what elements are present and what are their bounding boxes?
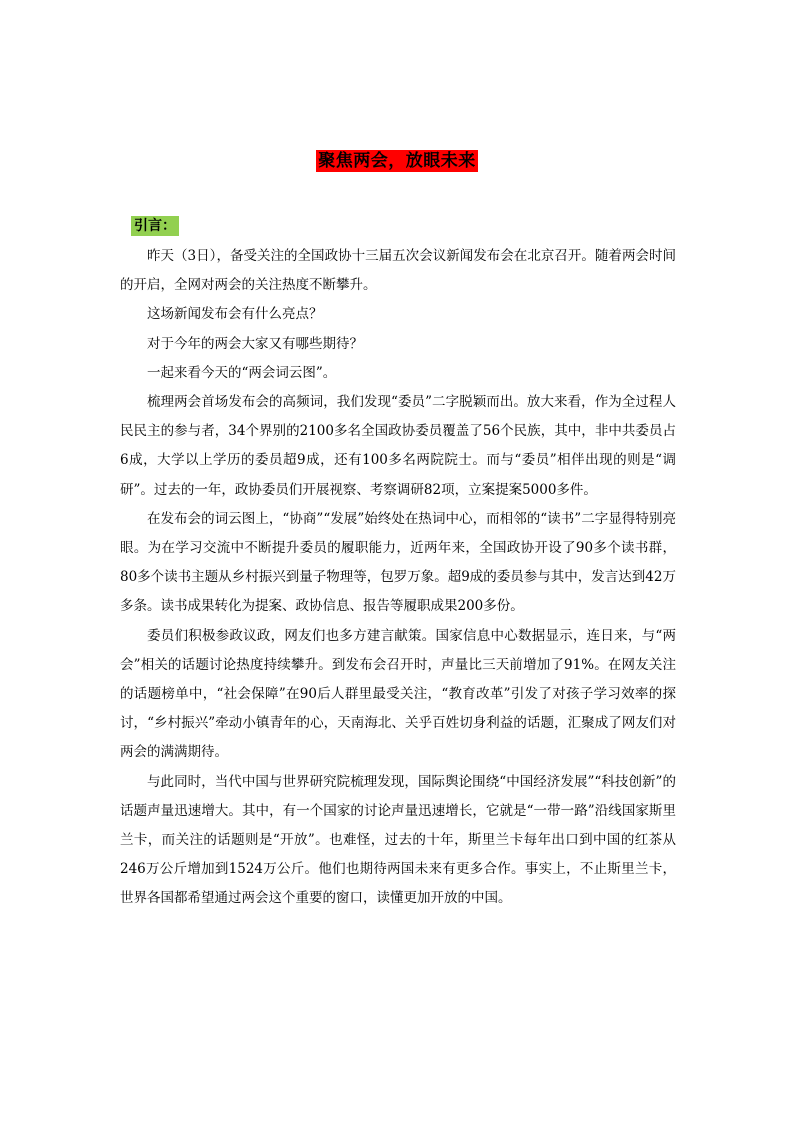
paragraph: 这场新闻发布会有什么亮点？ <box>147 306 323 323</box>
document-title: 聚焦两会，放眼未来 <box>318 151 476 171</box>
paragraph: 对于今年的两会大家又有哪些期待？ <box>147 335 363 352</box>
paragraph: 委员们积极参政议政，网友们也多方建言献策。国家信息中心数据显示，连日来，与“两会”相关的话题讨论热度持续攀升。到发布会召开时，声量比三天前增加了91%。在网友关注的话题榜单中，“社会保障”在90后人群里最受关注，“教育改革”引发了对孩子学习效率的探讨，“乡村振兴”牵动小镇青年的心，天南海北、关乎百姓切身利益的话题，汇聚成了网友们对两会的满满期待。 <box>120 627 676 761</box>
paragraph: 梳理两会首场发布会的高频词，我们发现“委员”二字脱颖而出。放大来看，作为全过程人民民主的参与者，34个界别的2100多名全国政协委员覆盖了56个民族，其中，非中共委员占6成，大学以上学历的委员超9成，还有100多名两院院士。而与“委员”相伴出现的则是“调研”。过去的一年，政协委员们开展视察、考察调研82项，立案提案5000多件。 <box>120 394 676 498</box>
paragraph: 一起来看今天的“两会词云图”。 <box>147 364 337 381</box>
paragraph: 昨天（3日），备受关注的全国政协十三届五次会议新闻发布会在北京召开。随着两会时间的开启，全网对两会的关注热度不断攀升。 <box>120 248 676 294</box>
paragraph: 在发布会的词云图上，“协商”“发展”始终处在热词中心，而相邻的“读书”二字显得特别亮眼。为在学习交流中不断提升委员的履职能力，近两年来，全国政协开设了90多个读书群，80多个读书主题从乡村振兴到量子物理等，包罗万象。超9成的委员参与其中，发言达到42万多条。读书成果转化为提案、政协信息、报告等履职成果200多份。 <box>120 510 676 615</box>
intro-label: 引言： <box>131 216 179 236</box>
title-container <box>0 150 794 172</box>
paragraph: 与此同时，当代中国与世界研究院梳理发现，国际舆论围绕“中国经济发展”“科技创新”的话题声量迅速增大。其中，有一个国家的讨论声量迅速增长，它就是“一带一路”沿线国家斯里兰卡，而关注的话题则是“开放”。也难怪，过去的十年，斯里兰卡每年出口到中国的红茶从246万公斤增加到1524万公斤。他们也期待两国未来有更多合作。事实上，不止斯里兰卡，世界各国都希望通过两会这个重要的窗口，读懂更加开放的中国。 <box>120 773 676 907</box>
article-body <box>120 242 676 914</box>
